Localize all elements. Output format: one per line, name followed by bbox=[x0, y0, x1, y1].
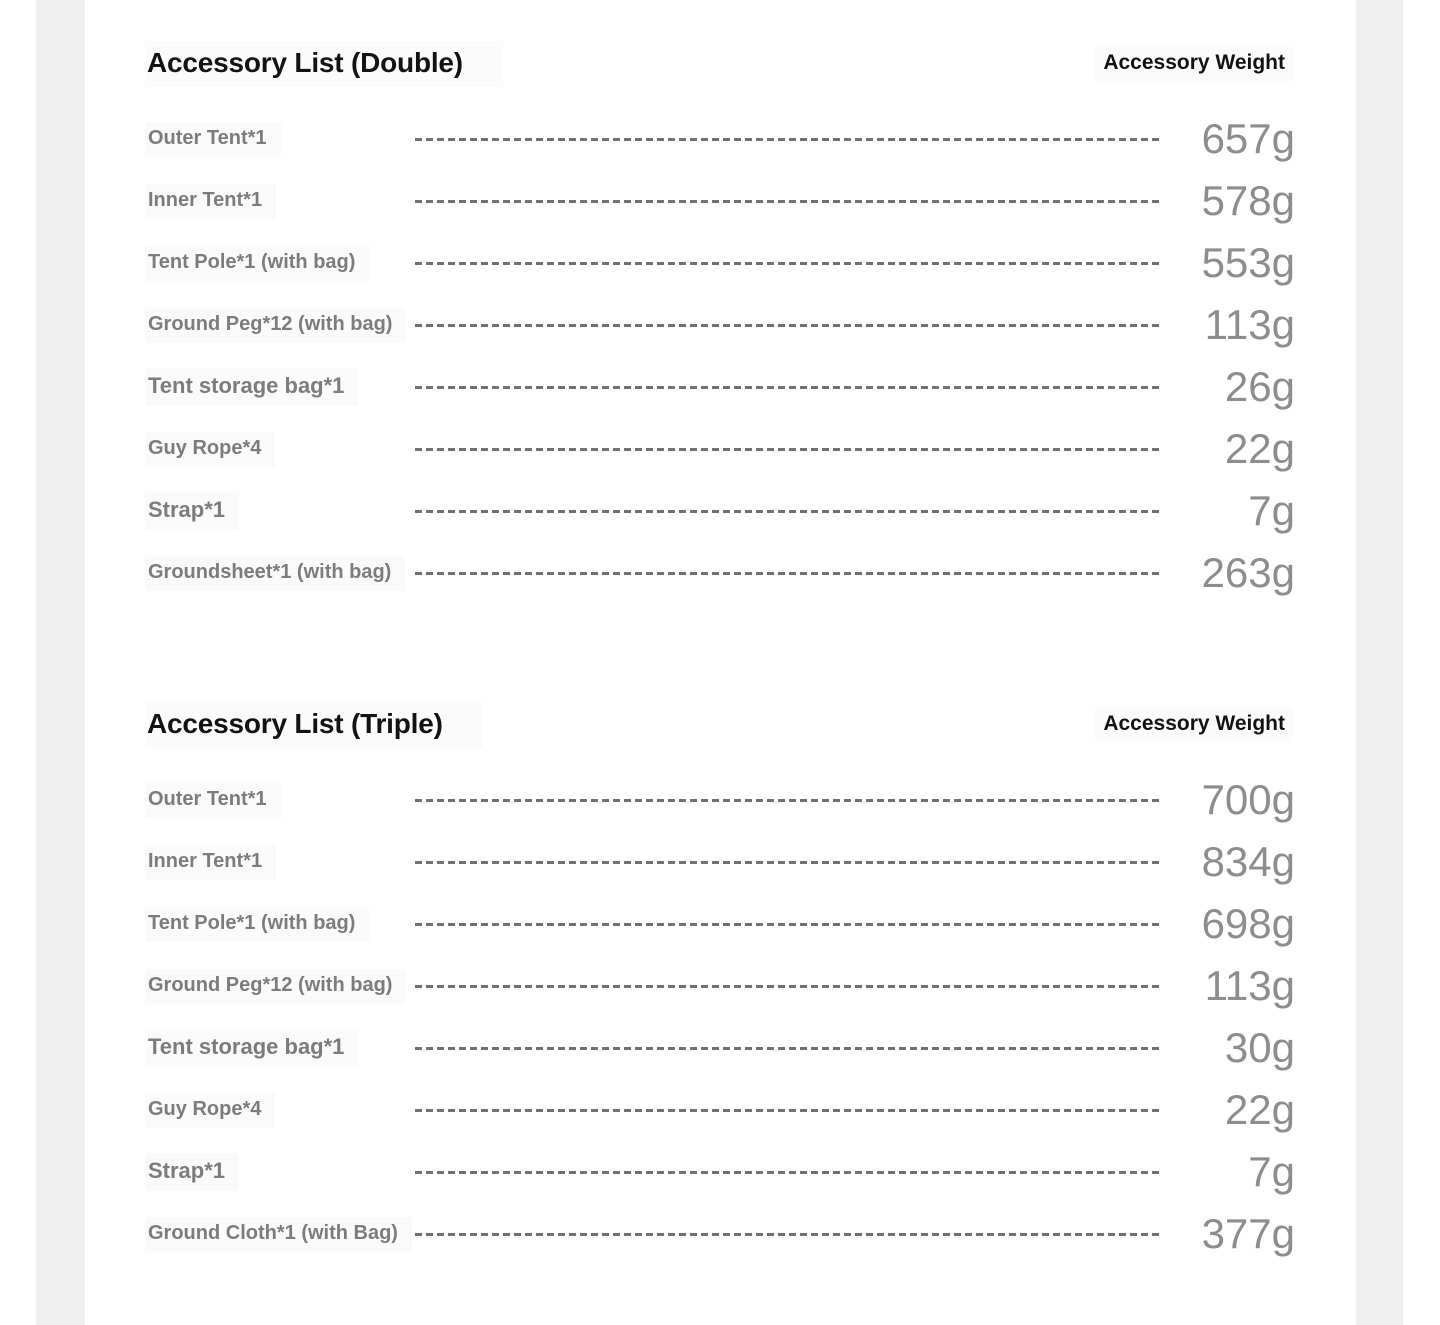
accessory-label: Groundsheet*1 (with bag) bbox=[145, 556, 405, 591]
accessory-row bbox=[145, 356, 1295, 418]
accessory-row bbox=[145, 955, 1295, 1017]
accessory-row bbox=[145, 170, 1295, 232]
accessory-row bbox=[145, 542, 1295, 604]
accessory-list-double-section bbox=[0, 40, 1440, 604]
dashed-leader bbox=[415, 1233, 1163, 1236]
dashed-leader bbox=[415, 510, 1163, 513]
accessory-row bbox=[145, 1017, 1295, 1079]
accessory-row bbox=[145, 1079, 1295, 1141]
accessory-label: Outer Tent*1 bbox=[145, 783, 281, 818]
accessory-weight-value: 657g bbox=[1201, 115, 1295, 162]
accessory-list-triple-section bbox=[0, 701, 1440, 1265]
dashed-leader bbox=[415, 572, 1163, 575]
accessory-row bbox=[145, 418, 1295, 480]
dashed-leader bbox=[415, 985, 1163, 988]
accessory-row bbox=[145, 831, 1295, 893]
accessory-label: Tent Pole*1 (with bag) bbox=[145, 246, 369, 281]
accessory-label: Guy Rope*4 bbox=[145, 432, 275, 467]
accessory-row bbox=[145, 294, 1295, 356]
accessory-label: Tent Pole*1 (with bag) bbox=[145, 907, 369, 942]
dashed-leader bbox=[415, 1047, 1163, 1050]
accessory-weight-value: 698g bbox=[1201, 900, 1295, 947]
accessory-rows bbox=[145, 108, 1295, 604]
accessory-weight-value: 22g bbox=[1224, 1086, 1295, 1133]
accessory-label: Inner Tent*1 bbox=[145, 184, 276, 219]
accessory-label: Outer Tent*1 bbox=[145, 122, 281, 157]
accessory-row bbox=[145, 480, 1295, 542]
accessory-label: Ground Peg*12 (with bag) bbox=[145, 308, 406, 343]
accessory-label: Strap*1 bbox=[145, 1153, 239, 1191]
accessory-weight-value: 263g bbox=[1201, 549, 1295, 596]
dashed-leader bbox=[415, 923, 1163, 926]
accessory-weight-value: 834g bbox=[1201, 838, 1295, 885]
accessory-row bbox=[145, 232, 1295, 294]
accessory-weight-value: 578g bbox=[1201, 177, 1295, 224]
accessory-weight-value: 7g bbox=[1248, 487, 1295, 534]
dashed-leader bbox=[415, 138, 1163, 141]
accessory-label: Strap*1 bbox=[145, 492, 239, 530]
dashed-leader bbox=[415, 262, 1163, 265]
dashed-leader bbox=[415, 1171, 1163, 1174]
accessory-weight-value: 7g bbox=[1248, 1148, 1295, 1195]
dashed-leader bbox=[415, 799, 1163, 802]
section-title: Accessory List (Triple) bbox=[145, 702, 483, 748]
accessory-label: Tent storage bag*1 bbox=[145, 368, 358, 406]
weight-column-header: Accessory Weight bbox=[1095, 47, 1293, 81]
accessory-label: Ground Cloth*1 (with Bag) bbox=[145, 1217, 412, 1252]
accessory-label: Guy Rope*4 bbox=[145, 1093, 275, 1128]
accessory-row bbox=[145, 1141, 1295, 1203]
accessory-weight-value: 700g bbox=[1201, 776, 1295, 823]
accessory-row bbox=[145, 769, 1295, 831]
dashed-leader bbox=[415, 448, 1163, 451]
accessory-label: Tent storage bag*1 bbox=[145, 1029, 358, 1067]
accessory-label: Ground Peg*12 (with bag) bbox=[145, 969, 406, 1004]
weight-column-header: Accessory Weight bbox=[1095, 708, 1293, 742]
accessory-label: Inner Tent*1 bbox=[145, 845, 276, 880]
accessory-weight-value: 26g bbox=[1224, 363, 1295, 410]
section-header-row bbox=[145, 701, 1295, 749]
accessory-weight-value: 22g bbox=[1224, 425, 1295, 472]
section-header-row bbox=[145, 40, 1295, 88]
accessory-weight-value: 113g bbox=[1204, 962, 1295, 1009]
dashed-leader bbox=[415, 386, 1163, 389]
accessory-row bbox=[145, 1203, 1295, 1265]
accessory-rows bbox=[145, 769, 1295, 1265]
accessory-weight-value: 30g bbox=[1224, 1024, 1295, 1071]
accessory-weight-value: 113g bbox=[1204, 301, 1295, 348]
dashed-leader bbox=[415, 200, 1163, 203]
dashed-leader bbox=[415, 1109, 1163, 1112]
accessory-weight-value: 377g bbox=[1201, 1210, 1295, 1257]
accessory-weight-value: 553g bbox=[1201, 239, 1295, 286]
section-title: Accessory List (Double) bbox=[145, 41, 503, 87]
dashed-leader bbox=[415, 324, 1163, 327]
accessory-row bbox=[145, 893, 1295, 955]
dashed-leader bbox=[415, 861, 1163, 864]
accessory-row bbox=[145, 108, 1295, 170]
